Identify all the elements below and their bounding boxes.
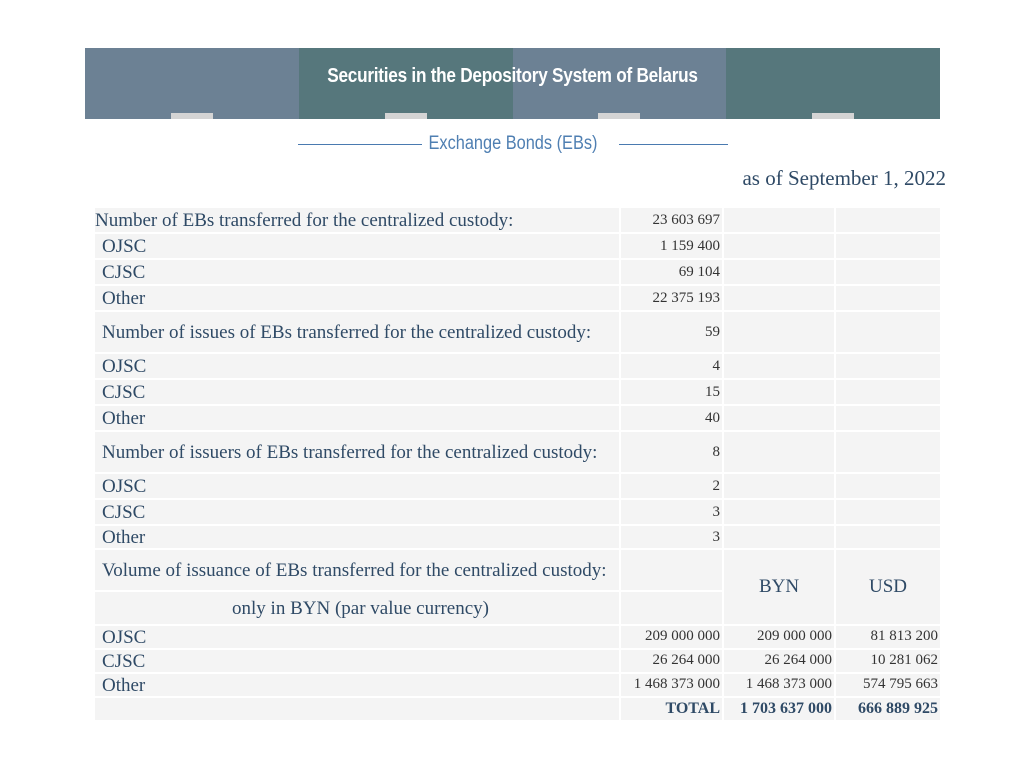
row-value: 1 159 400	[620, 233, 723, 259]
row-label: CJSC	[94, 259, 620, 285]
page-title: Securities in the Depository System of Belarus	[327, 64, 698, 87]
byn-value: 1 468 373 000	[723, 673, 835, 697]
row-value: 3	[620, 499, 723, 525]
volume-label: Volume of issuance of EBs transferred for the centralized custody:	[94, 549, 620, 591]
total-label: TOTAL	[620, 697, 723, 721]
table-row	[94, 499, 941, 525]
row-label: CJSC	[94, 379, 620, 405]
row-label: OJSC	[94, 353, 620, 379]
banner-tick	[812, 113, 854, 119]
row-value: 15	[620, 379, 723, 405]
row-value: 22 375 193	[620, 285, 723, 311]
banner-tick	[598, 113, 640, 119]
usd-value: 81 813 200	[835, 625, 941, 649]
usd-value: 574 795 663	[835, 673, 941, 697]
section-subtitle: Exchange Bonds (EBs)	[428, 133, 598, 154]
table-row	[94, 431, 941, 473]
row-label: OJSC	[94, 233, 620, 259]
row-value: 69 104	[620, 259, 723, 285]
par-value: 26 264 000	[620, 649, 723, 673]
usd-value: 10 281 062	[835, 649, 941, 673]
issues-label: Number of issues of EBs transferred for the centralized custody:	[94, 311, 620, 353]
table-row	[94, 379, 941, 405]
byn-value: 209 000 000	[723, 625, 835, 649]
banner-tick	[171, 113, 213, 119]
row-label: Other	[94, 525, 620, 549]
report-date: as of September 1, 2022	[742, 166, 946, 190]
table-row	[94, 207, 941, 233]
row-value: 40	[620, 405, 723, 431]
row-value: 4	[620, 353, 723, 379]
table-row	[94, 405, 941, 431]
issuers-total: 8	[620, 431, 723, 473]
table-row	[94, 525, 941, 549]
exchange-bonds-table	[93, 206, 942, 722]
row-label: Other	[94, 285, 620, 311]
table-row	[94, 353, 941, 379]
row-label: OJSC	[94, 473, 620, 499]
row-value: 2	[620, 473, 723, 499]
table-row	[94, 233, 941, 259]
count-label: Number of EBs transferred for the centralized custody:	[94, 207, 620, 233]
byn-value: 26 264 000	[723, 649, 835, 673]
section-subtitle-block	[298, 132, 728, 160]
table-row	[94, 473, 941, 499]
table-row	[94, 649, 941, 673]
currency-byn-header: BYN	[723, 549, 835, 625]
table-row	[94, 673, 941, 697]
issuers-label: Number of issuers of EBs transferred for the centralized custody:	[94, 431, 620, 473]
count-total: 23 603 697	[620, 207, 723, 233]
table-row	[94, 625, 941, 649]
row-label: Other	[94, 405, 620, 431]
row-label: OJSC	[94, 625, 620, 649]
currency-usd-header: USD	[835, 549, 941, 625]
issues-total: 59	[620, 311, 723, 353]
row-label: CJSC	[94, 499, 620, 525]
volume-sublabel: only in BYN (par value currency)	[94, 591, 620, 625]
subtitle-rule-right	[619, 144, 728, 145]
par-value: 1 468 373 000	[620, 673, 723, 697]
banner-tick	[385, 113, 427, 119]
row-label: Other	[94, 673, 620, 697]
table-row	[94, 285, 941, 311]
total-usd: 666 889 925	[835, 697, 941, 721]
total-byn: 1 703 637 000	[723, 697, 835, 721]
row-label: CJSC	[94, 649, 620, 673]
total-row	[94, 697, 941, 721]
header-banner	[85, 48, 940, 119]
table-row	[94, 549, 941, 591]
table-row	[94, 259, 941, 285]
row-value: 3	[620, 525, 723, 549]
table-row	[94, 311, 941, 353]
par-value: 209 000 000	[620, 625, 723, 649]
